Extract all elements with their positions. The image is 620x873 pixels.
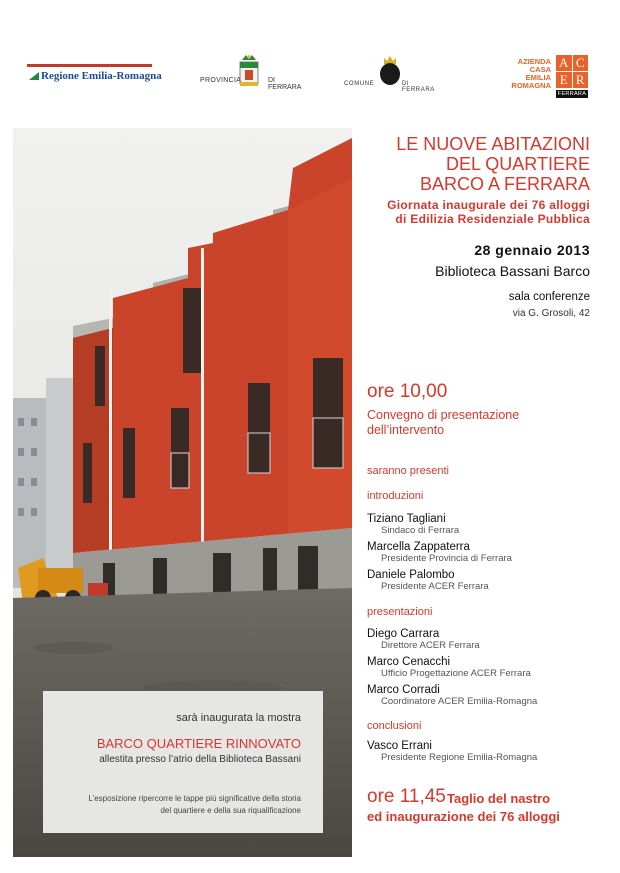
acer-letter-grid <box>556 55 588 87</box>
exhibition-description-line: del quartiere e della sua riqualificazione <box>160 806 301 815</box>
person-entry <box>367 541 512 564</box>
event-title <box>396 134 590 194</box>
provincia-logo-text-left: PROVINCIA <box>200 77 242 84</box>
person-entry <box>367 740 537 763</box>
exhibition-description-line: L’esposizione ripercorre le tappe più significative della storia <box>88 794 301 803</box>
exhibition-description <box>46 793 301 817</box>
event-subtitle <box>387 198 590 226</box>
event-subtitle-line: Giornata inaugurale dei 76 alloggi <box>387 198 590 212</box>
program-time-1: ore 10,00 <box>367 381 448 402</box>
acer-word: EMILIA <box>525 73 551 82</box>
person-name: Marco Cenacchi <box>367 656 451 668</box>
comune-logo-text-right: DI FERRARA <box>402 81 435 93</box>
person-role: Coordinatore ACER Emilia-Romagna <box>381 696 538 707</box>
regione-logo <box>27 64 162 88</box>
event-title-line: BARCO A FERRARA <box>419 174 590 194</box>
program-convegno-line: Convegno di presentazione <box>367 408 520 422</box>
person-name: Diego Carrara <box>367 628 440 640</box>
event-venue: Biblioteca Bassani Barco <box>435 263 590 279</box>
exhibition-location: allestita presso l’atrio della Biblioteca Bassani <box>99 754 301 765</box>
regione-logo-text: Regione Emilia-Romagna <box>41 70 162 82</box>
section-presentazioni: presentazioni <box>367 606 433 618</box>
comune-logo-text-left: COMUNE <box>344 81 375 87</box>
program-presenti: saranno presenti <box>367 465 449 477</box>
person-name: Marcella Zappaterra <box>367 541 470 553</box>
program-convegno-line: dell’intervento <box>367 423 445 437</box>
person-role: Ufficio Progettazione ACER Ferrara <box>381 668 531 679</box>
event-date: 28 gennaio 2013 <box>474 242 590 258</box>
person-role: Sindaco di Ferrara <box>381 525 460 536</box>
section-introduzioni: introduzioni <box>367 490 424 502</box>
event-title-line: DEL QUARTIERE <box>445 154 590 174</box>
event-address: via G. Grosoli, 42 <box>512 308 590 319</box>
regione-logo-bar <box>27 64 152 67</box>
acer-letter: E <box>556 72 572 88</box>
acer-letter: R <box>573 72 589 88</box>
provincia-logo <box>200 50 308 98</box>
person-role: Direttore ACER Ferrara <box>381 640 480 651</box>
program-time-2: ore 11,45 <box>367 786 446 807</box>
acer-word: CASA <box>529 65 551 74</box>
acer-word: ROMAGNA <box>511 81 551 90</box>
acer-logo-words <box>511 58 551 90</box>
person-role: Presidente Provincia di Ferrara <box>381 553 512 564</box>
comune-logo <box>344 55 435 95</box>
acer-letter: A <box>556 55 572 71</box>
section-conclusioni: conclusioni <box>367 720 422 732</box>
person-role: Presidente Regione Emilia-Romagna <box>381 752 538 763</box>
exhibition-title: BARCO QUARTIERE RINNOVATO <box>96 736 301 751</box>
regione-logo-mark-icon <box>29 72 39 80</box>
person-name: Marco Corradi <box>367 684 440 696</box>
provincia-crest-icon <box>238 54 260 92</box>
program-inauguration: ed inaugurazione dei 76 alloggi <box>367 809 560 824</box>
person-entry <box>367 656 531 679</box>
acer-city: FERRARA <box>557 91 587 97</box>
exhibition-box <box>43 691 323 833</box>
person-name: Tiziano Tagliani <box>367 513 446 525</box>
exhibition-intro: sarà inaugurata la mostra <box>176 712 301 724</box>
person-entry <box>367 569 489 592</box>
acer-letter: C <box>573 55 589 71</box>
program-ribbon: Taglio del nastro <box>447 791 551 806</box>
person-entry <box>367 628 480 651</box>
acer-logo <box>511 55 591 101</box>
person-entry <box>367 513 459 536</box>
person-name: Daniele Palombo <box>367 569 455 581</box>
provincia-logo-text-right: DI FERRARA <box>268 77 302 91</box>
event-subtitle-line: di Edilizia Residenziale Pubblica <box>395 212 590 226</box>
event-title-line: LE NUOVE ABITAZIONI <box>396 134 590 154</box>
program-convegno <box>367 408 519 438</box>
person-role: Presidente ACER Ferrara <box>381 581 489 592</box>
person-entry <box>367 684 537 707</box>
acer-word: AZIENDA <box>517 57 551 66</box>
event-room: sala conferenze <box>508 291 590 303</box>
person-name: Vasco Errani <box>367 740 432 752</box>
comune-emblem-icon <box>380 63 400 85</box>
